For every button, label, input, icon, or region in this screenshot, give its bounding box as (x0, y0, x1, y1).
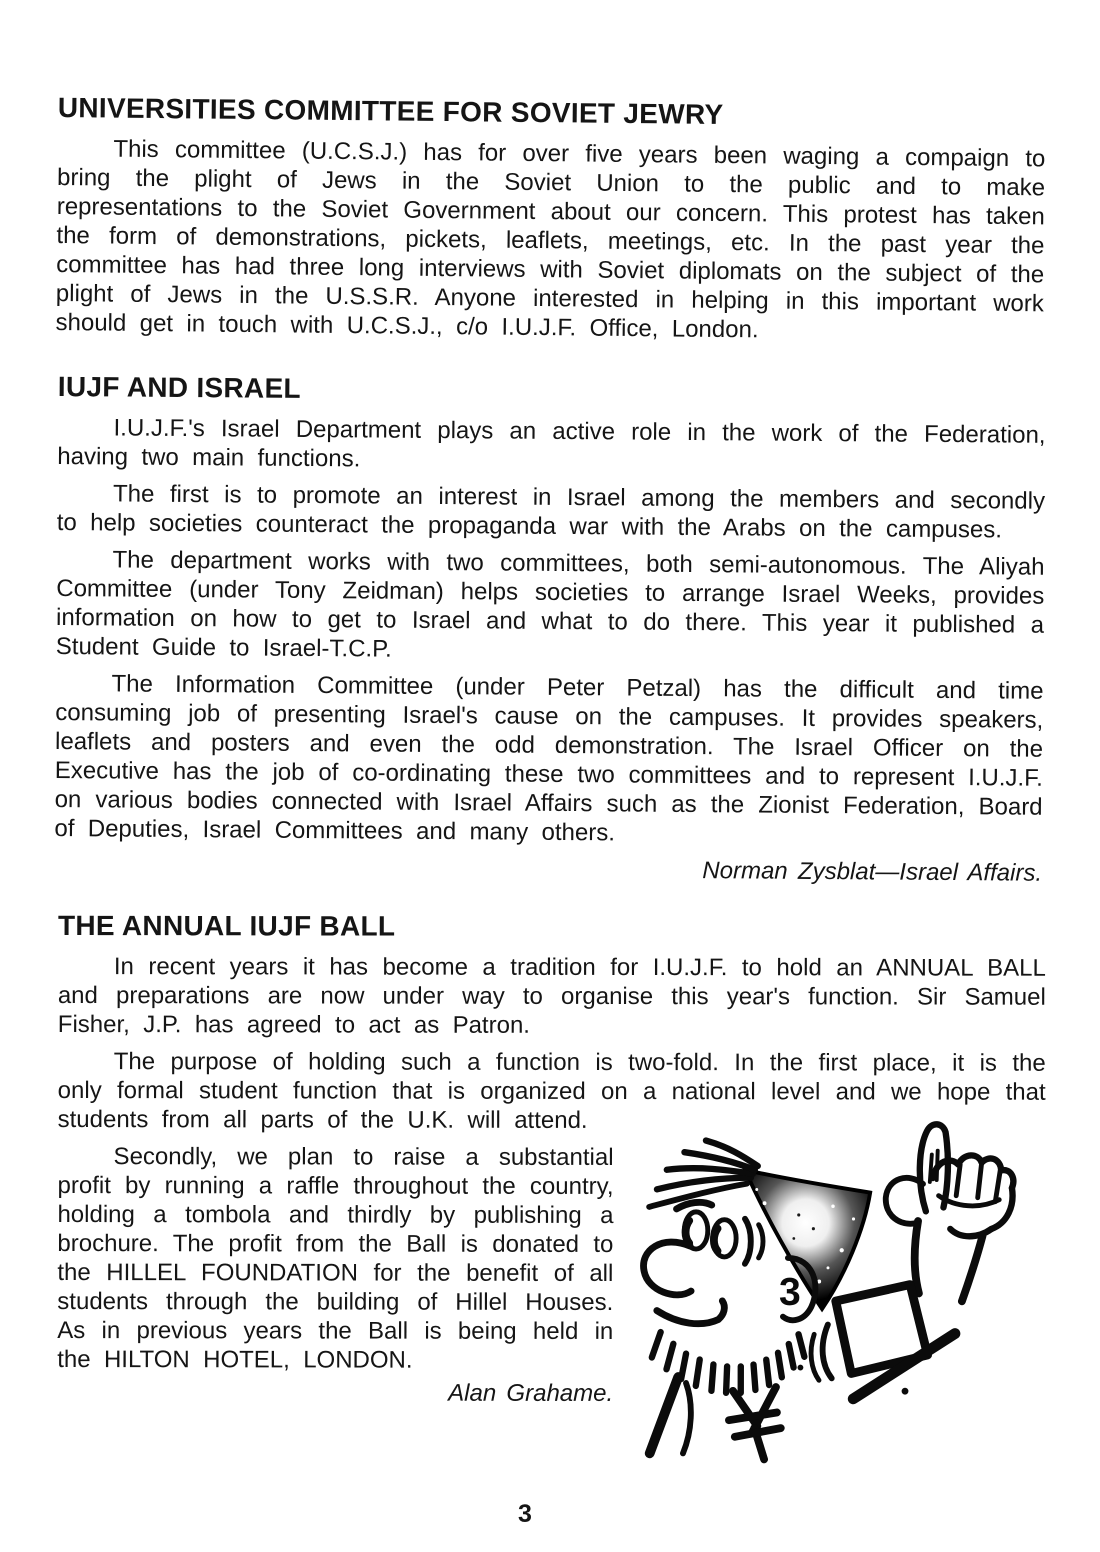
paragraph: The purpose of holding such a function is two-fold. In the first place, it is the only formal student function that is organized on a national level and we hope that students from all parts of the U.K. will attend. (57, 1048, 1046, 1134)
section-iujf-israel (54, 371, 1046, 888)
section-annual-ball (57, 910, 1046, 1471)
two-column-block (57, 1142, 1046, 1471)
paragraph: This committee (U.C.S.J.) has for over five years been waging a compaign to bring the plight of Jews in the Soviet Union to the public and to make representations to the Soviet Government about our concern. This protest has taken the form of demonstrations, pickets, leaflets, meetings, etc. In the past year the committee has had three long interviews with Soviet diplomats on the subject of the plight of Jews in the U.S.S.R. Anyone interested in helping in this important work should get in touch with U.C.S.J., c/o I.U.J.F. Office, London. (55, 135, 1046, 344)
section-heading: IUJF AND ISRAEL (57, 371, 302, 404)
signature-norman-zysblat: Norman Zysblat—Israel Affairs. (702, 857, 1043, 887)
paragraph: The first is to promote an interest in Israel among the members and secondly to help societies counteract the propaganda war with the Arabs on the campuses. (56, 480, 1046, 544)
ear-mark-numeral: 3 (779, 1270, 801, 1314)
cartoon-pointing-man-illustration (625, 1113, 1046, 1471)
paragraph: The Information Committee (under Peter Petzal) has the difficult and time consuming job of presenting Israel's cause on the campuses. It provides speakers, leaflets and posters and even the odd demonstration. The Israel Officer on the Executive has the job of co-ordinating these two committees and to represent I.U.J.F. on various bodies connected with Israel Affairs such as the Zionist Federation, Board of Deputies, Israel Committees and many others. (54, 670, 1044, 847)
section-ucsj (55, 92, 1046, 347)
ball-text-column (57, 1142, 613, 1408)
paragraph: Secondly, we plan to raise a substantial profit by running a raffle throughout the country, holding a tombola and thirdly by publishing a brochure. The profit from the Ball is donated to the HILLEL FOUNDATION for the benefit of all students through the building of Hillel Houses. As in previous years the Ball is being held in the HILTON HOTEL, LONDON. (57, 1143, 614, 1374)
paragraph: In recent years it has become a tradition for I.U.J.F. to hold an ANNUAL BALL and preparations are now under way to organise this year's function. Sir Samuel Fisher, J.P. has agreed to act as Patron. (57, 953, 1046, 1039)
paragraph: I.U.J.F.'s Israel Department plays an active role in the work of the Federation, having two main functions. (57, 414, 1046, 473)
section-heading: THE ANNUAL IUJF BALL (57, 910, 396, 942)
paragraph: The department works with two committees, both semi-autonomous. The Aliyah Committee (under Tony Zeidman) helps societies to arrange Israel Weeks, provides information on how to get to Israel and what to do there. This year it published a Student Guide to Israel-T.C.P. (55, 546, 1045, 663)
section-heading: UNIVERSITIES COMMITTEE FOR SOVIET JEWRY (57, 92, 724, 130)
signature-alan-grahame: Alan Grahame. (448, 1379, 614, 1407)
page-number: 3 (518, 1500, 532, 1528)
